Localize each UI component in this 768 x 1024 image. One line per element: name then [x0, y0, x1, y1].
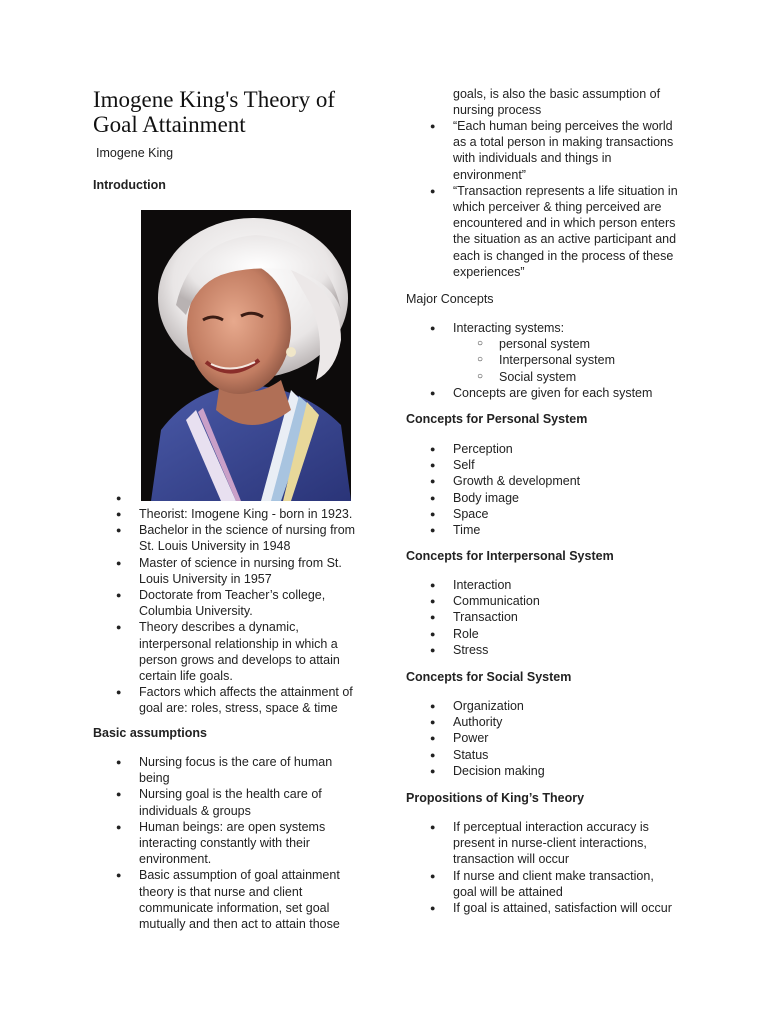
major-concepts-list — [453, 320, 678, 401]
list-item: ● Authority — [453, 714, 678, 730]
list-item: ● Bachelor in the science of nursing from St. Louis University in 1948 — [139, 522, 369, 554]
list-item: ● Master of science in nursing from St. Louis University in 1957 — [139, 555, 369, 587]
list-item: ● Interaction — [453, 577, 678, 593]
intro-list — [139, 490, 369, 717]
list-item: ● Organization — [453, 698, 678, 714]
list-item: ● If goal is attained, satisfaction will occur — [453, 900, 678, 916]
list-item: ● Growth & development — [453, 473, 678, 489]
list-item: ● Concepts are given for each system — [453, 385, 678, 401]
list-item: ● Space — [453, 506, 678, 522]
heading-social-system: Concepts for Social System — [406, 670, 572, 684]
subsystems-list — [453, 336, 678, 385]
list-item: ● Nursing focus is the care of human being — [139, 754, 354, 786]
document-title: Imogene King's Theory of Goal Attainment — [93, 87, 335, 137]
portrait-image — [141, 210, 351, 501]
list-item: ● Stress — [453, 642, 678, 658]
list-item: ● Human beings: are open systems interacting constantly with their environment. — [139, 819, 354, 868]
quotes-list — [453, 118, 678, 280]
list-item: ● Theorist: Imogene King - born in 1923. — [139, 506, 369, 522]
list-item: ● Nursing goal is the health care of individuals & groups — [139, 786, 354, 818]
list-item — [139, 490, 369, 506]
continued-text: goals, is also the basic assumption of nursing process — [453, 87, 661, 118]
list-item: ● Factors which affects the attainment of goal are: roles, stress, space & time — [139, 684, 369, 716]
list-item: ● Communication — [453, 593, 678, 609]
document-subtitle: Imogene King — [96, 146, 174, 160]
list-item: ● Time — [453, 522, 678, 538]
list-item: ● Status — [453, 747, 678, 763]
heading-personal-system: Concepts for Personal System — [406, 412, 588, 426]
list-item: ● Basic assumption of goal attainment theory is that nurse and client communicate information, set goal mutually and then act to attain those — [139, 867, 354, 932]
personal-system-list — [453, 441, 678, 538]
list-item: ● Role — [453, 626, 678, 642]
propositions-list — [453, 819, 678, 916]
sub-list-item: ○ Social system — [499, 369, 678, 385]
list-item: ● Self — [453, 457, 678, 473]
social-system-list — [453, 698, 678, 779]
list-item: ● Doctorate from Teacher’s college, Columbia University. — [139, 587, 369, 619]
list-item: ● Transaction — [453, 609, 678, 625]
sub-list-item: ○ Interpersonal system — [499, 352, 678, 368]
list-item: ● Perception — [453, 441, 678, 457]
list-item: ● Theory describes a dynamic, interpersonal relationship in which a person grows and develops to attain certain life goals. — [139, 619, 369, 684]
heading-introduction: Introduction — [93, 178, 166, 192]
list-item: ● “Transaction represents a life situation in which perceiver & thing perceived are encountered and in which person enters the situation as an active participant and each is changed in the process of these experiences” — [453, 183, 678, 280]
basic-assumptions-list — [139, 754, 354, 932]
interacting-systems-label: Interacting systems: — [453, 321, 565, 335]
interpersonal-system-list — [453, 577, 678, 658]
heading-interpersonal-system: Concepts for Interpersonal System — [406, 549, 614, 563]
list-item: ● Power — [453, 730, 678, 746]
list-item: ● Body image — [453, 490, 678, 506]
heading-propositions: Propositions of King’s Theory — [406, 791, 585, 805]
heading-major-concepts: Major Concepts — [406, 292, 494, 306]
list-item: ● If nurse and client make transaction, goal will be attained — [453, 868, 678, 900]
list-item: ● “Each human being perceives the world as a total person in making transactions with individuals and things in environment” — [453, 118, 678, 183]
heading-basic-assumptions: Basic assumptions — [93, 726, 207, 740]
sub-list-item: ○ personal system — [499, 336, 678, 352]
list-item: ● Decision making — [453, 763, 678, 779]
list-item — [453, 320, 678, 385]
list-item: ● If perceptual interaction accuracy is present in nurse-client interactions, transaction will occur — [453, 819, 678, 868]
